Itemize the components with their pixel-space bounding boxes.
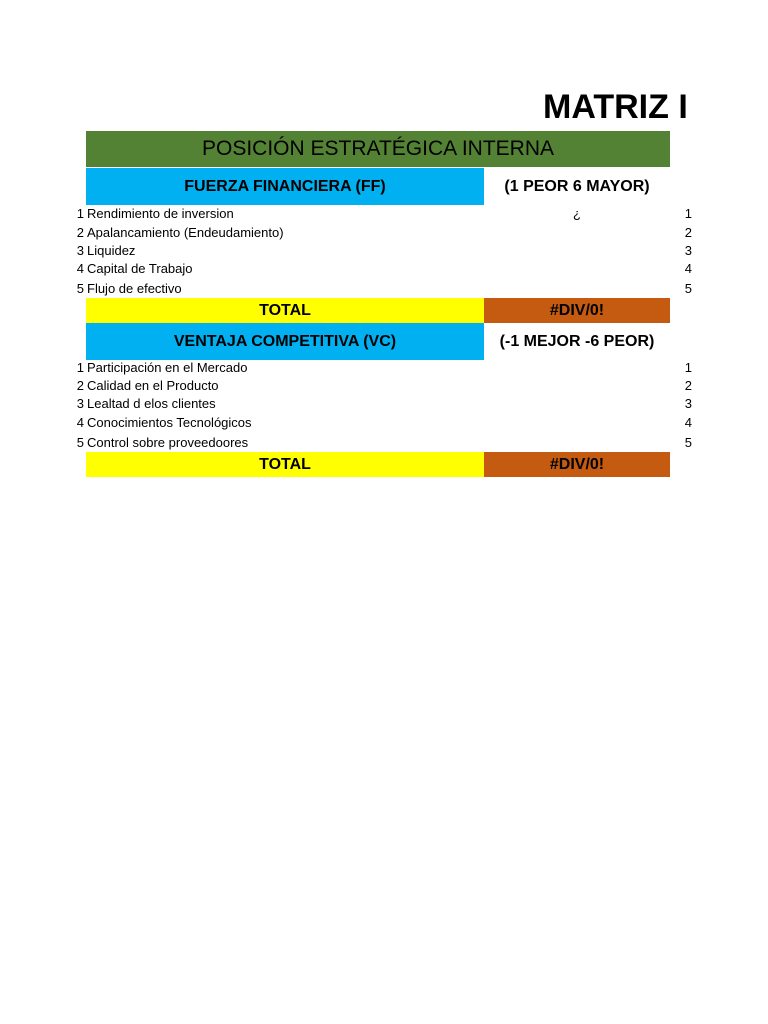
total-value: #DIV/0! (484, 298, 670, 323)
ff-total-row (86, 298, 670, 323)
row-factor: Calidad en el Producto (87, 378, 219, 393)
row-value: 2 (684, 378, 692, 393)
row-number: 2 (76, 225, 84, 240)
table-row (0, 359, 768, 377)
table-row (0, 395, 768, 413)
row-factor: Liquidez (87, 243, 136, 258)
page-title: MATRIZ I (543, 88, 688, 126)
row-value: 4 (684, 415, 692, 430)
table-row (0, 242, 768, 260)
row-factor: Rendimiento de inversion (87, 206, 234, 221)
row-factor: Conocimientos Tecnológicos (87, 415, 252, 430)
row-factor: Control sobre proveedoores (87, 435, 249, 450)
table-row (0, 280, 768, 298)
row-number: 3 (76, 396, 84, 411)
row-value: 1 (684, 206, 692, 221)
row-number: 5 (76, 435, 84, 450)
row-factor: Participación en el Mercado (87, 360, 248, 375)
row-value: 1 (684, 360, 692, 375)
row-number: 4 (76, 415, 84, 430)
row-factor: Apalancamiento (Endeudamiento) (87, 225, 284, 240)
row-number: 1 (76, 360, 84, 375)
vc-total-row (86, 452, 670, 477)
section-banner: POSICIÓN ESTRATÉGICA INTERNA (86, 131, 670, 167)
row-number: 5 (76, 281, 84, 296)
table-row (0, 414, 768, 432)
table-row (0, 377, 768, 395)
row-value: 3 (684, 243, 692, 258)
total-label: TOTAL (86, 298, 484, 323)
vc-header-label: VENTAJA COMPETITIVA (VC) (86, 323, 484, 360)
ff-header (86, 168, 670, 205)
row-factor: Lealtad d elos clientes (87, 396, 216, 411)
row-value: 5 (684, 435, 692, 450)
row-number: 3 (76, 243, 84, 258)
row-number: 1 (76, 206, 84, 221)
row-factor: Capital de Trabajo (87, 261, 193, 276)
vc-header (86, 323, 670, 360)
table-row (0, 224, 768, 242)
total-label: TOTAL (86, 452, 484, 477)
row-number: 4 (76, 261, 84, 276)
row-value: 4 (684, 261, 692, 276)
table-row (0, 260, 768, 278)
ff-header-label: FUERZA FINANCIERA (FF) (86, 168, 484, 205)
ff-scale-label: (1 PEOR 6 MAYOR) (484, 168, 670, 205)
row-value: 5 (684, 281, 692, 296)
vc-scale-label: (-1 MEJOR -6 PEOR) (484, 323, 670, 360)
total-value: #DIV/0! (484, 452, 670, 477)
table-row (0, 434, 768, 452)
row-number: 2 (76, 378, 84, 393)
row-value: 3 (684, 396, 692, 411)
row-mark: ¿ (573, 206, 581, 221)
row-value: 2 (684, 225, 692, 240)
row-factor: Flujo de efectivo (87, 281, 182, 296)
table-row (0, 205, 768, 223)
